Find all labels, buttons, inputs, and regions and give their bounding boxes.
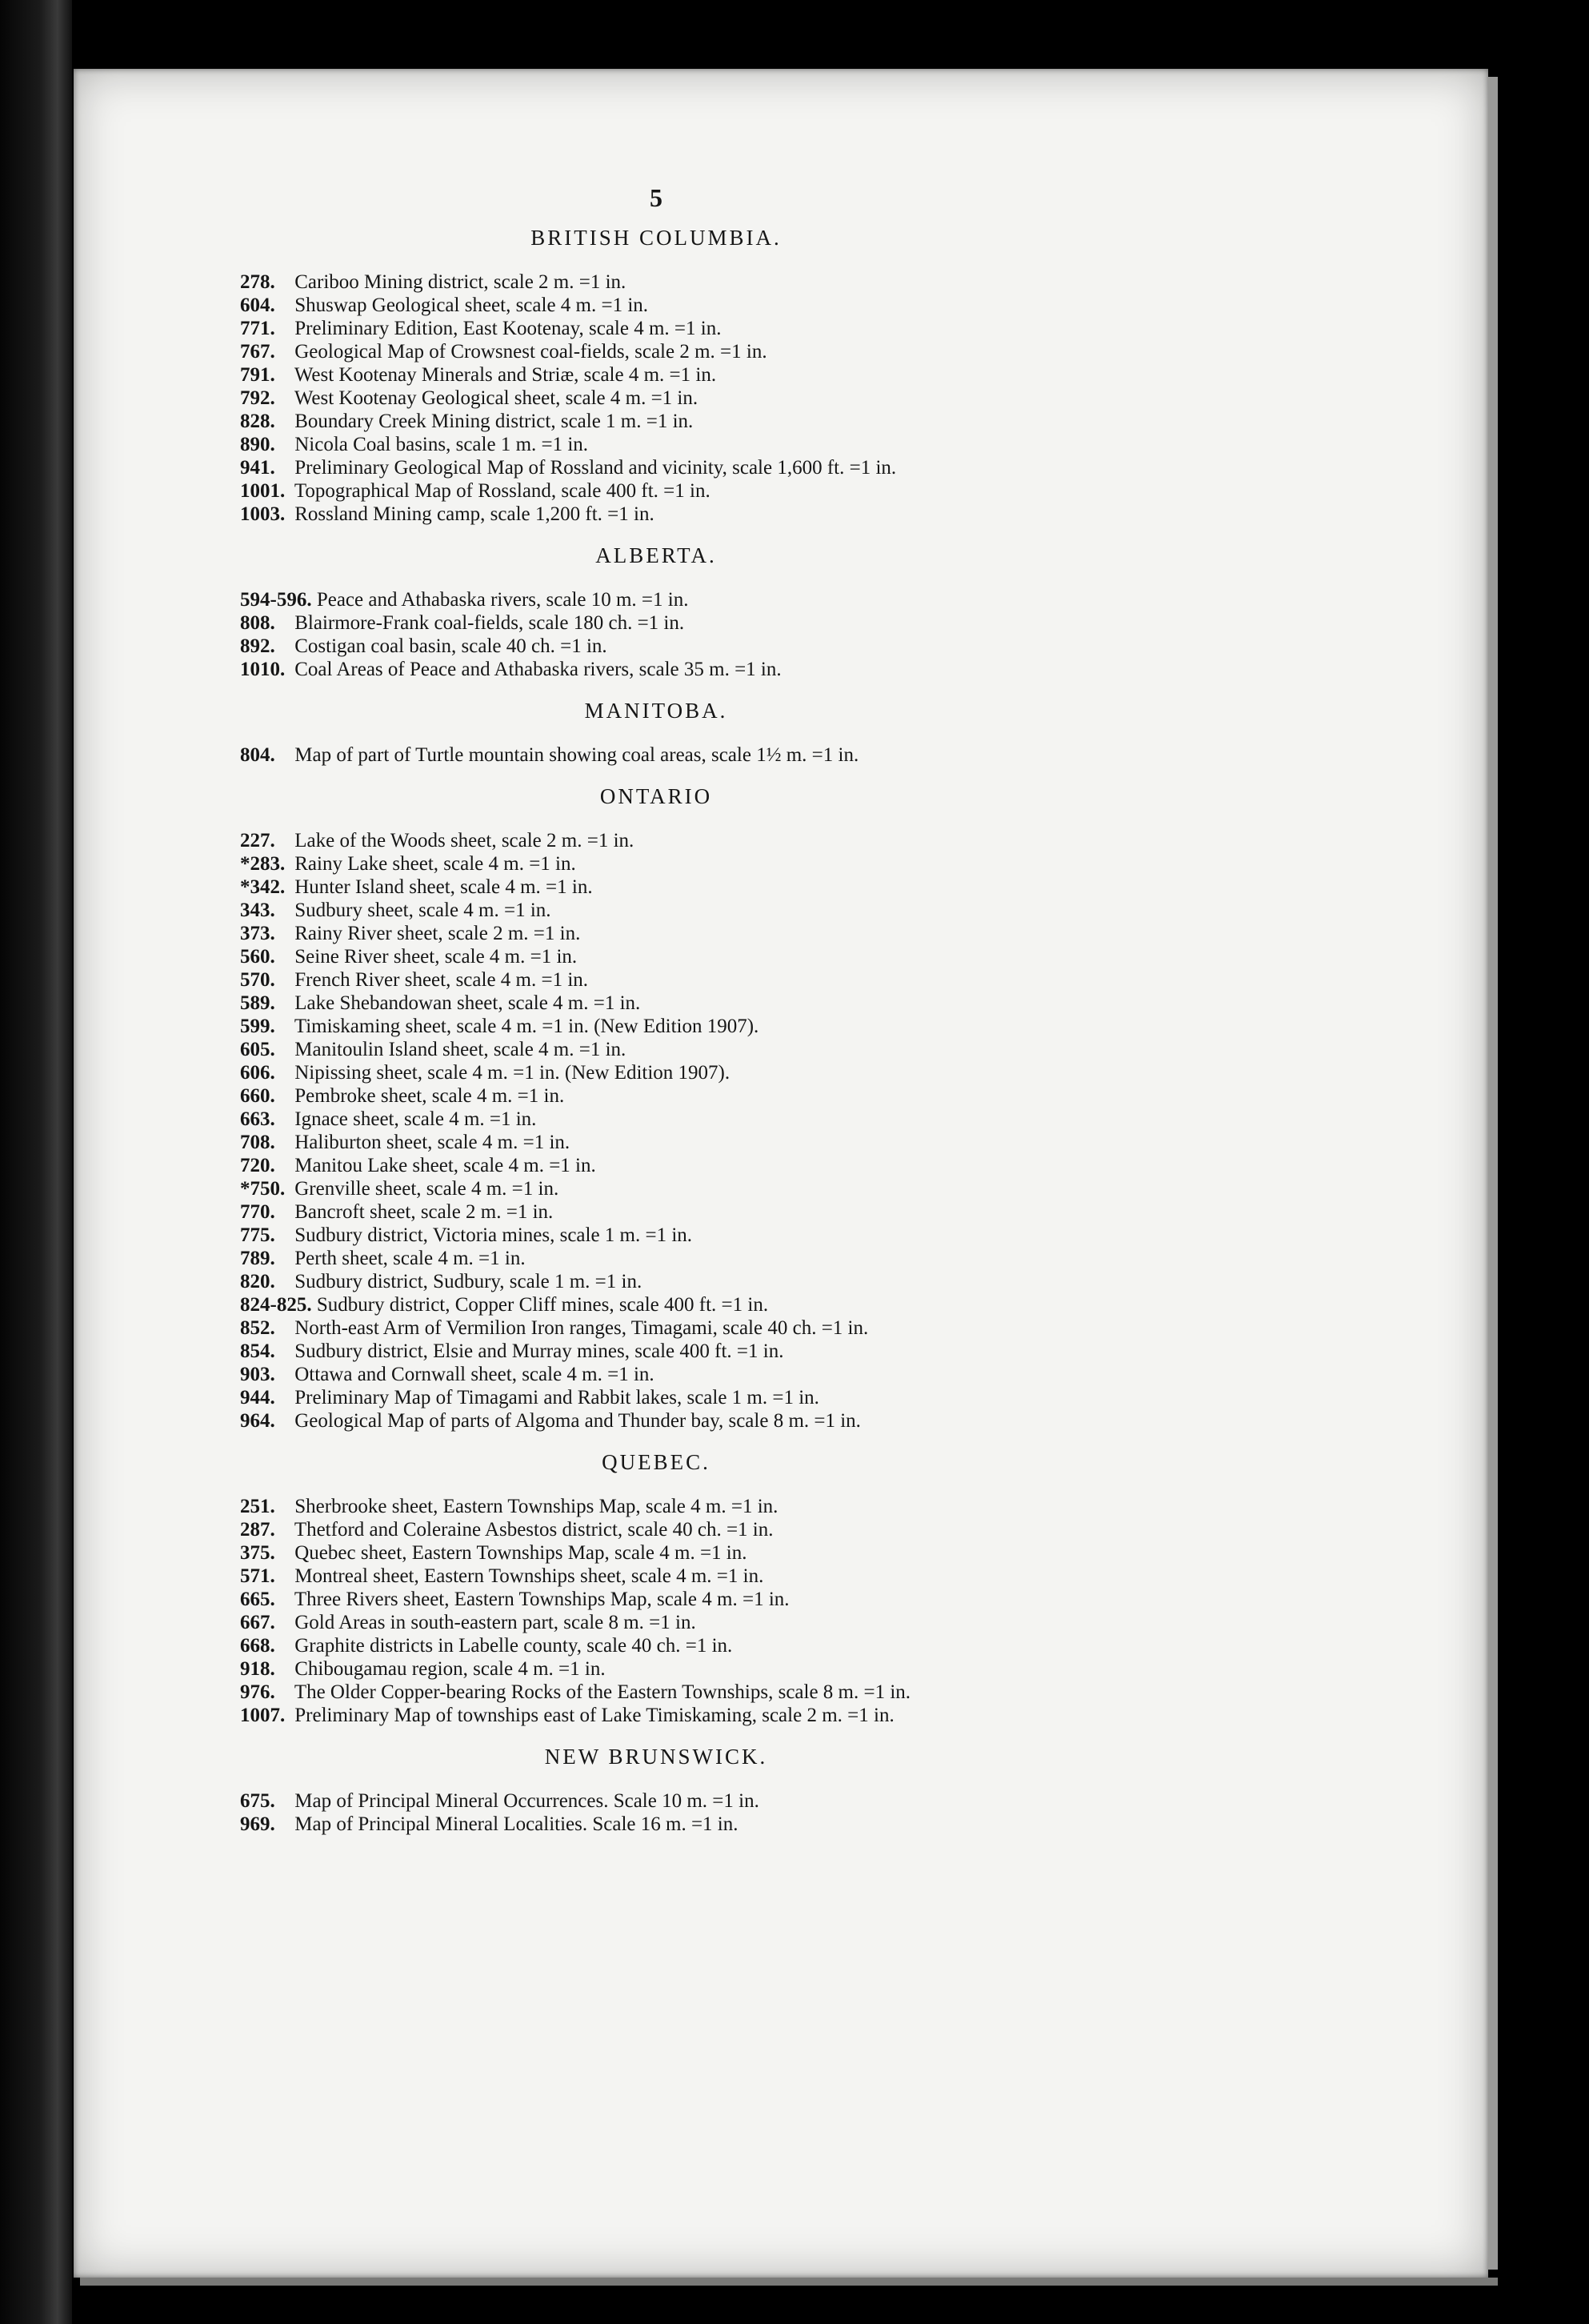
map-number: 964. [240,1410,275,1432]
map-description: Boundary Creek Mining district, scale 1 m. =1 in. [294,411,694,432]
map-description: Manitou Lake sheet, scale 4 m. =1 in. [294,1155,596,1176]
binding-edge [0,0,72,2324]
map-description: Lake of the Woods sheet, scale 2 m. =1 in. [294,830,634,851]
map-description: Thetford and Coleraine Asbestos district, scale 40 ch. =1 in. [294,1519,774,1541]
list-item [240,456,1424,479]
map-description: Cariboo Mining district, scale 2 m. =1 in. [294,271,626,293]
section-entry-list [240,829,1424,1432]
map-number: 770. [240,1201,275,1223]
section-heading: ALBERTA. [595,543,717,567]
list-item [240,1704,1424,1727]
list-item [240,1813,1424,1836]
list-item [240,1611,1424,1634]
section-heading: QUEBEC. [602,1450,710,1474]
map-description: Preliminary Geological Map of Rossland and vicinity, scale 1,600 ft. =1 in. [294,457,897,479]
map-number: 969. [240,1813,275,1835]
map-number: 828. [240,411,275,432]
list-item [240,945,1424,968]
map-description: Sherbrooke sheet, Eastern Townships Map, scale 4 m. =1 in. [294,1496,778,1517]
section-entry-list [240,270,1424,526]
map-description: Montreal sheet, Eastern Townships sheet, scale 4 m. =1 in. [294,1565,764,1587]
map-description: North-east Arm of Vermilion Iron ranges, Timagami, scale 40 ch. =1 in. [294,1317,869,1339]
list-item [240,340,1424,363]
map-number: 1001. [240,480,286,502]
map-description: Sudbury district, Elsie and Murray mines, scale 400 ft. =1 in. [294,1340,784,1362]
map-description: Map of part of Turtle mountain showing coal areas, scale 1½ m. =1 in. [294,744,859,766]
list-item [240,1565,1424,1588]
map-number: 599. [240,1016,275,1037]
map-description: Gold Areas in south-eastern part, scale 8 m. =1 in. [294,1612,696,1633]
list-item [240,1247,1424,1270]
map-number: 373. [240,923,275,944]
map-description: Haliburton sheet, scale 4 m. =1 in. [294,1132,570,1153]
section-heading: NEW BRUNSWICK. [544,1745,768,1769]
map-description: Seine River sheet, scale 4 m. =1 in. [294,946,578,968]
map-description: Nipissing sheet, scale 4 m. =1 in. (New Edition 1907). [294,1062,730,1084]
map-description: Timiskaming sheet, scale 4 m. =1 in. (New Edition 1907). [294,1016,759,1037]
map-description: Quebec sheet, Eastern Townships Map, scale 4 m. =1 in. [294,1542,747,1564]
list-item [240,1270,1424,1293]
map-description: Hunter Island sheet, scale 4 m. =1 in. [294,876,593,898]
list-item [240,922,1424,945]
list-item [240,479,1424,503]
map-number: 1007. [240,1705,286,1726]
map-description: Sudbury district, Copper Cliff mines, scale 400 ft. =1 in. [316,1294,769,1316]
map-description: Nicola Coal basins, scale 1 m. =1 in. [294,434,589,455]
map-number: 606. [240,1062,275,1084]
map-number: 789. [240,1248,275,1269]
list-item [240,1541,1424,1565]
map-description: Rainy River sheet, scale 2 m. =1 in. [294,923,581,944]
section-entry-list [240,1495,1424,1727]
list-item [240,1340,1424,1363]
list-item [240,1409,1424,1432]
map-number: 820. [240,1271,275,1292]
list-item [240,363,1424,387]
map-number: 665. [240,1589,275,1610]
map-number: 605. [240,1039,275,1060]
list-item [240,410,1424,433]
map-description: Map of Principal Mineral Localities. Scale 16 m. =1 in. [294,1813,738,1835]
map-description: Peace and Athabaska rivers, scale 10 m. =1 in. [316,589,689,611]
map-description: Geological Map of Crowsnest coal-fields, scale 2 m. =1 in. [294,341,767,363]
list-item [240,1634,1424,1657]
map-description: Graphite districts in Labelle county, scale 40 ch. =1 in. [294,1635,733,1657]
list-item [240,611,1424,635]
map-number: 343. [240,900,275,921]
list-item [240,829,1424,852]
map-number: *750. [240,1178,286,1200]
list-item [240,1386,1424,1409]
map-number: 570. [240,969,275,991]
map-number: 278. [240,271,275,293]
map-number: 675. [240,1790,275,1812]
list-item [240,1316,1424,1340]
map-number: 854. [240,1340,275,1362]
list-item [240,588,1424,611]
map-description: Preliminary Edition, East Kootenay, scale 4 m. =1 in. [294,318,722,339]
map-number: 767. [240,341,275,363]
map-description: Rainy Lake sheet, scale 4 m. =1 in. [294,853,576,875]
map-number: 791. [240,364,275,386]
map-description: Coal Areas of Peace and Athabaska rivers, scale 35 m. =1 in. [294,659,782,680]
list-item [240,1200,1424,1224]
map-description: Geological Map of parts of Algoma and Thunder bay, scale 8 m. =1 in. [294,1410,861,1432]
map-description: Sudbury district, Victoria mines, scale 1 m. =1 in. [294,1224,693,1246]
map-number: 287. [240,1519,275,1541]
list-item [240,1657,1424,1681]
list-item [240,1015,1424,1038]
map-number: 720. [240,1155,275,1176]
map-number: 708. [240,1132,275,1153]
map-number: 824-825. [240,1294,312,1316]
list-item [240,1224,1424,1247]
list-item [240,317,1424,340]
list-item [240,1084,1424,1108]
list-item [240,387,1424,410]
section-entry-list [240,743,1424,767]
map-number: 941. [240,457,275,479]
map-number: 918. [240,1658,275,1680]
list-item [240,992,1424,1015]
list-item [240,1177,1424,1200]
map-number: 1003. [240,503,286,525]
list-item [240,852,1424,876]
list-item [240,658,1424,681]
map-description: Costigan coal basin, scale 40 ch. =1 in. [294,635,607,657]
map-number: 604. [240,295,275,316]
map-description: Pembroke sheet, scale 4 m. =1 in. [294,1085,565,1107]
map-description: Ignace sheet, scale 4 m. =1 in. [294,1108,537,1130]
map-description: Grenville sheet, scale 4 m. =1 in. [294,1178,559,1200]
list-item [240,1061,1424,1084]
map-description: Map of Principal Mineral Occurrences. Scale 10 m. =1 in. [294,1790,759,1812]
list-item [240,1108,1424,1131]
map-description: The Older Copper-bearing Rocks of the Eastern Townships, scale 8 m. =1 in. [294,1681,911,1703]
map-number: 251. [240,1496,275,1517]
map-number: *342. [240,876,286,898]
page-edge-bottom [80,2278,1498,2286]
list-item [240,294,1424,317]
list-item [240,1518,1424,1541]
map-description: Preliminary Map of Timagami and Rabbit lakes, scale 1 m. =1 in. [294,1387,819,1408]
map-number: 944. [240,1387,275,1408]
map-description: Chibougamau region, scale 4 m. =1 in. [294,1658,606,1680]
map-number: 571. [240,1565,275,1587]
page-number: 5 [650,183,662,212]
section-heading: MANITOBA. [584,699,728,723]
section-heading: ONTARIO [599,784,713,808]
list-item [240,270,1424,294]
list-item [240,1681,1424,1704]
map-description: Blairmore-Frank coal-fields, scale 180 ch. =1 in. [294,612,685,634]
map-number: 668. [240,1635,275,1657]
map-description: Lake Shebandowan sheet, scale 4 m. =1 in. [294,992,641,1014]
map-number: 892. [240,635,275,657]
map-description: French River sheet, scale 4 m. =1 in. [294,969,589,991]
list-item [240,1154,1424,1177]
map-description: Topographical Map of Rossland, scale 400 ft. =1 in. [294,480,710,502]
page-text [240,184,1424,1836]
map-number: 594-596. [240,589,312,611]
map-number: 1010. [240,659,286,680]
map-description: Rossland Mining camp, scale 1,200 ft. =1 in. [294,503,654,525]
map-number: 852. [240,1317,275,1339]
map-description: West Kootenay Geological sheet, scale 4 m. =1 in. [294,387,698,409]
map-number: 804. [240,744,275,766]
map-description: Shuswap Geological sheet, scale 4 m. =1 in. [294,295,649,316]
list-item [240,503,1424,526]
map-number: 808. [240,612,275,634]
section-heading: BRITISH COLUMBIA. [530,226,782,250]
map-list [240,226,1424,1836]
list-item [240,899,1424,922]
page-edge-right [1488,77,1498,2270]
map-description: Ottawa and Cornwall sheet, scale 4 m. =1 in. [294,1364,654,1385]
list-item [240,1495,1424,1518]
list-item [240,1789,1424,1813]
map-description: Manitoulin Island sheet, scale 4 m. =1 in. [294,1039,626,1060]
map-number: *283. [240,853,286,875]
list-item [240,1363,1424,1386]
map-description: Preliminary Map of townships east of Lake Timiskaming, scale 2 m. =1 in. [294,1705,895,1726]
map-number: 903. [240,1364,275,1385]
map-description: Bancroft sheet, scale 2 m. =1 in. [294,1201,554,1223]
map-number: 667. [240,1612,275,1633]
list-item [240,635,1424,658]
map-description: West Kootenay Minerals and Striæ, scale 4 m. =1 in. [294,364,717,386]
map-description: Sudbury sheet, scale 4 m. =1 in. [294,900,551,921]
map-number: 663. [240,1108,275,1130]
map-number: 660. [240,1085,275,1107]
map-number: 792. [240,387,275,409]
list-item [240,1038,1424,1061]
map-number: 775. [240,1224,275,1246]
map-description: Sudbury district, Sudbury, scale 1 m. =1 in. [294,1271,642,1292]
list-item [240,743,1424,767]
map-number: 375. [240,1542,275,1564]
section-entry-list [240,1789,1424,1836]
list-item [240,1293,1424,1316]
map-number: 890. [240,434,275,455]
map-number: 976. [240,1681,275,1703]
map-number: 771. [240,318,275,339]
list-item [240,876,1424,899]
list-item [240,968,1424,992]
map-description: Three Rivers sheet, Eastern Townships Map, scale 4 m. =1 in. [294,1589,790,1610]
map-number: 227. [240,830,275,851]
list-item [240,1131,1424,1154]
map-number: 560. [240,946,275,968]
map-description: Perth sheet, scale 4 m. =1 in. [294,1248,526,1269]
section-entry-list [240,588,1424,681]
list-item [240,1588,1424,1611]
map-number: 589. [240,992,275,1014]
list-item [240,433,1424,456]
